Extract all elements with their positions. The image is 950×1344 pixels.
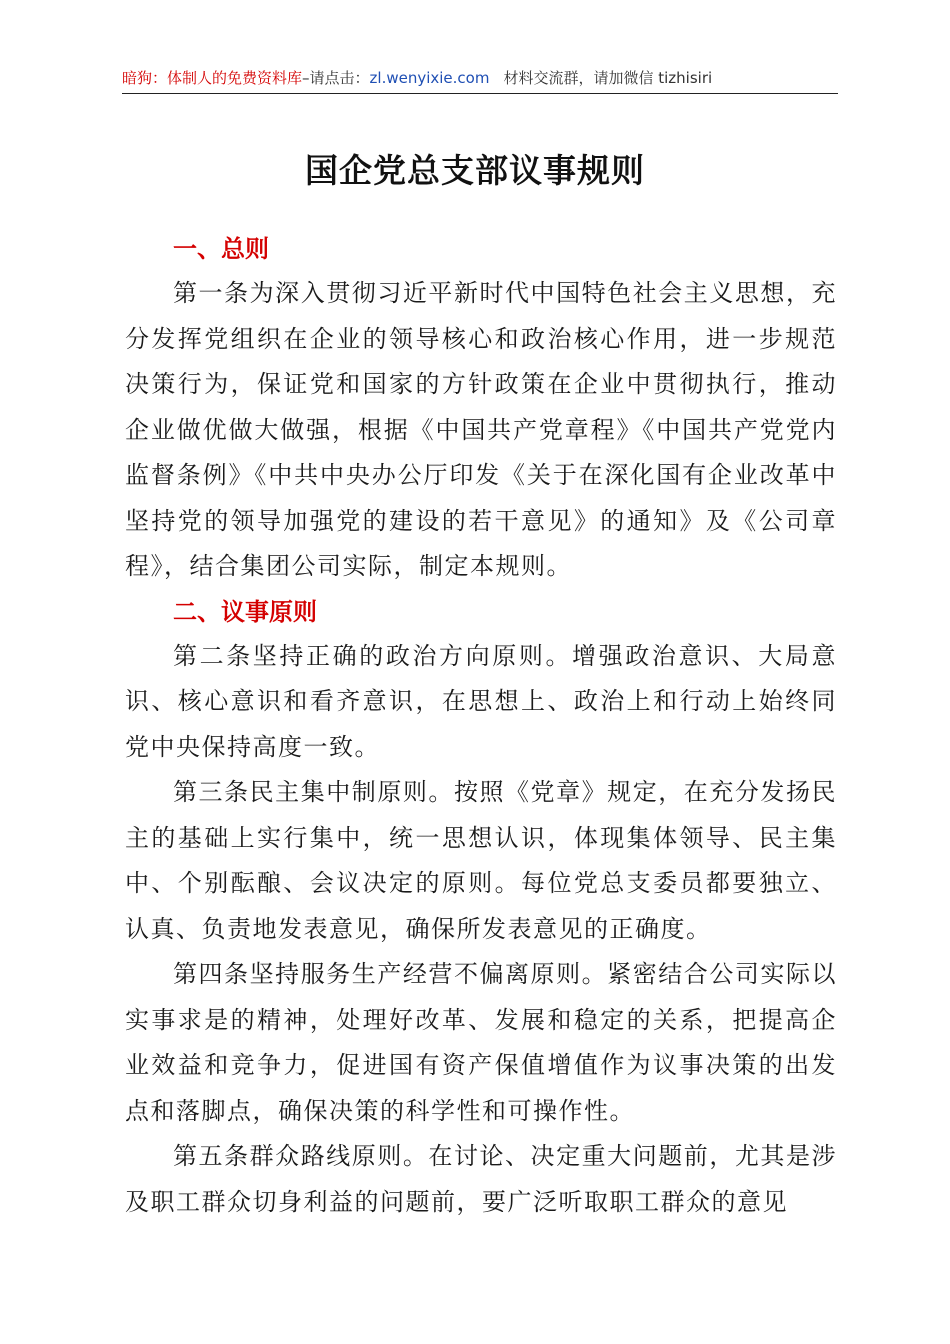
document-body	[125, 227, 837, 1225]
section-heading: 一、总则	[173, 235, 269, 263]
section-heading: 二、议事原则	[173, 597, 317, 626]
header-divider	[122, 93, 838, 94]
article-paragraph: 第二条坚持正确的政治方向原则。增强政治意识、大局意识、核心意识和看齐意识，在思想上、政治上和行动上始终同党中央保持高度一致。	[125, 641, 837, 761]
header-contact: 材料交流群，请加微信 tizhisiri	[503, 69, 713, 87]
header-link[interactable]: zl.wenyixie.com	[369, 69, 490, 87]
header-brand: 暗狗：体制人的免费资料库	[122, 69, 303, 87]
document-title: 国企党总支部议事规则	[305, 151, 645, 190]
section-principles	[125, 590, 837, 1226]
article-paragraph: 第三条民主集中制原则。按照《党章》规定，在充分发扬民主的基础上实行集中，统一思想认识，体现集体领导、民主集中、个别酝酿、会议决定的原则。每位党总支委员都要独立、认真、负责地发表意见，确保所发表意见的正确度。	[125, 778, 837, 943]
header-link-prefix: –请点击：	[302, 69, 370, 87]
page-header	[122, 66, 838, 90]
article-paragraph: 第五条群众路线原则。在讨论、决定重大问题前，尤其是涉及职工群众切身利益的问题前，要广泛听取职工群众的意见	[125, 1142, 837, 1216]
article-paragraph: 第四条坚持服务生产经营不偏离原则。紧密结合公司实际以实事求是的精神，处理好改革、发展和稳定的关系，把提高企业效益和竞争力，促进国有资产保值增值作为议事决策的出发点和落脚点，确保决策的科学性和可操作性。	[125, 960, 837, 1125]
section-general	[125, 227, 837, 590]
article-paragraph: 第一条为深入贯彻习近平新时代中国特色社会主义思想，充分发挥党组织在企业的领导核心和政治核心作用，进一步规范决策行为，保证党和国家的方针政策在企业中贯彻执行，推动企业做优做大做强，根据《中国共产党章程》《中国共产党党内监督条例》《中共中央办公厅印发《关于在深化国有企业改革中坚持党的领导加强党的建设的若干意见》的通知》及《公司章程》，结合集团公司实际，制定本规则。	[125, 279, 837, 580]
